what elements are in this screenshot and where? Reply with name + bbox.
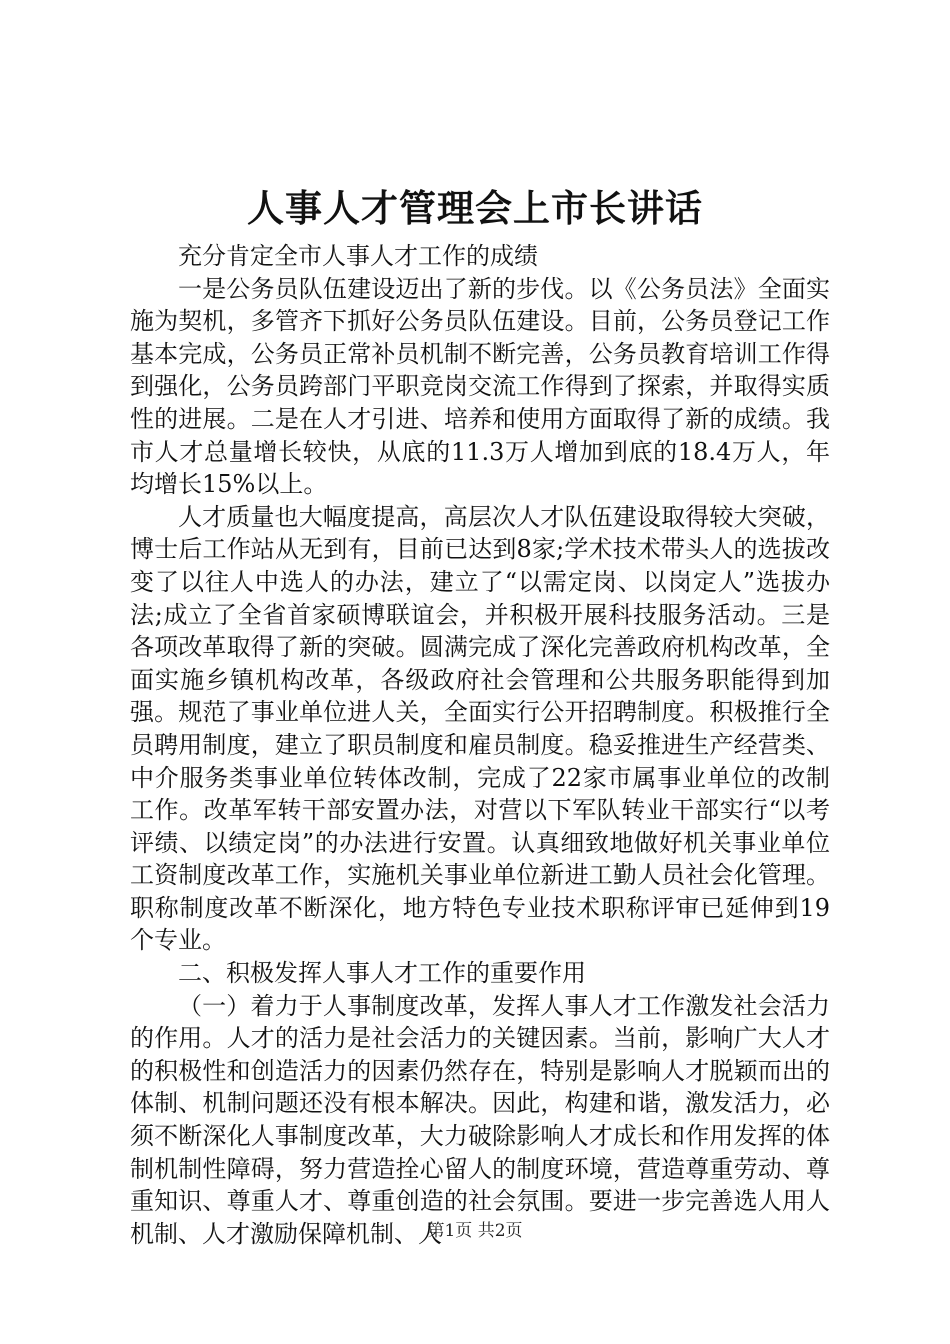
document-title: 人事人才管理会上市长讲话 bbox=[247, 186, 703, 230]
paragraph: 人才质量也大幅度提高，高层次人才队伍建设取得较大突破，博士后工作站从无到有，目前已达到8家;学术技术带头人的选拔改变了以往人中选人的办法，建立了“以需定岗、以岗定人”选拔办法;成立了全省首家硕博联谊会，并积极开展科技服务活动。三是各项改革取得了新的突破。圆满完成了深化完善政府机构改革，全面实施乡镇机构改革，各级政府社会管理和公共服务职能得到加强。规范了事业单位进人关，全面实行公开招聘制度。积极推行全员聘用制度，建立了职员制度和雇员制度。稳妥推进生产经营类、中介服务类事业单位转体改制，完成了22家市属事业单位的改制工作。改革军转干部安置办法，对营以下军队转业干部实行“以考评绩、以绩定岗”的办法进行安置。认真细致地做好机关事业单位工资制度改革工作，实施机关事业单位新进工勤人员社会化管理。职称制度改革不断深化，地方特色专业技术职称评审已延伸到19个专业。 bbox=[130, 502, 830, 955]
page-footer: 第1页 共2页 bbox=[427, 1221, 523, 1241]
paragraph: （一）着力于人事制度改革，发挥人事人才工作激发社会活力的作用。人才的活力是社会活力的关键因素。当前，影响广大人才的积极性和创造活力的因素仍然存在，特别是影响人才脱颖而出的体制、机制问题还没有根本解决。因此，构建和谐，激发活力，必须不断深化人事制度改革，大力破除影响人才成长和作用发挥的体制机制性障碍，努力营造拴心留人的制度环境，营造尊重劳动、尊重知识、尊重人才、尊重创造的社会氛围。要进一步完善选人用人机制、人才激励保障机制、人 bbox=[130, 991, 830, 1248]
paragraph: 一是公务员队伍建设迈出了新的步伐。以《公务员法》全面实施为契机，多管齐下抓好公务员队伍建设。目前，公务员登记工作基本完成，公务员正常补员机制不断完善，公务员教育培训工作得到强化，公务员跨部门平职竞岗交流工作得到了探索，并取得实质性的进展。二是在人才引进、培养和使用方面取得了新的成绩。我市人才总量增长较快，从底的11.3万人增加到底的18.4万人，年均增长15%以上。 bbox=[130, 274, 830, 499]
paragraph-section-heading: 二、积极发挥人事人才工作的重要作用 bbox=[178, 959, 586, 988]
paragraph-section-heading: 充分肯定全市人事人才工作的成绩 bbox=[178, 242, 538, 270]
document-body bbox=[130, 240, 830, 1250]
